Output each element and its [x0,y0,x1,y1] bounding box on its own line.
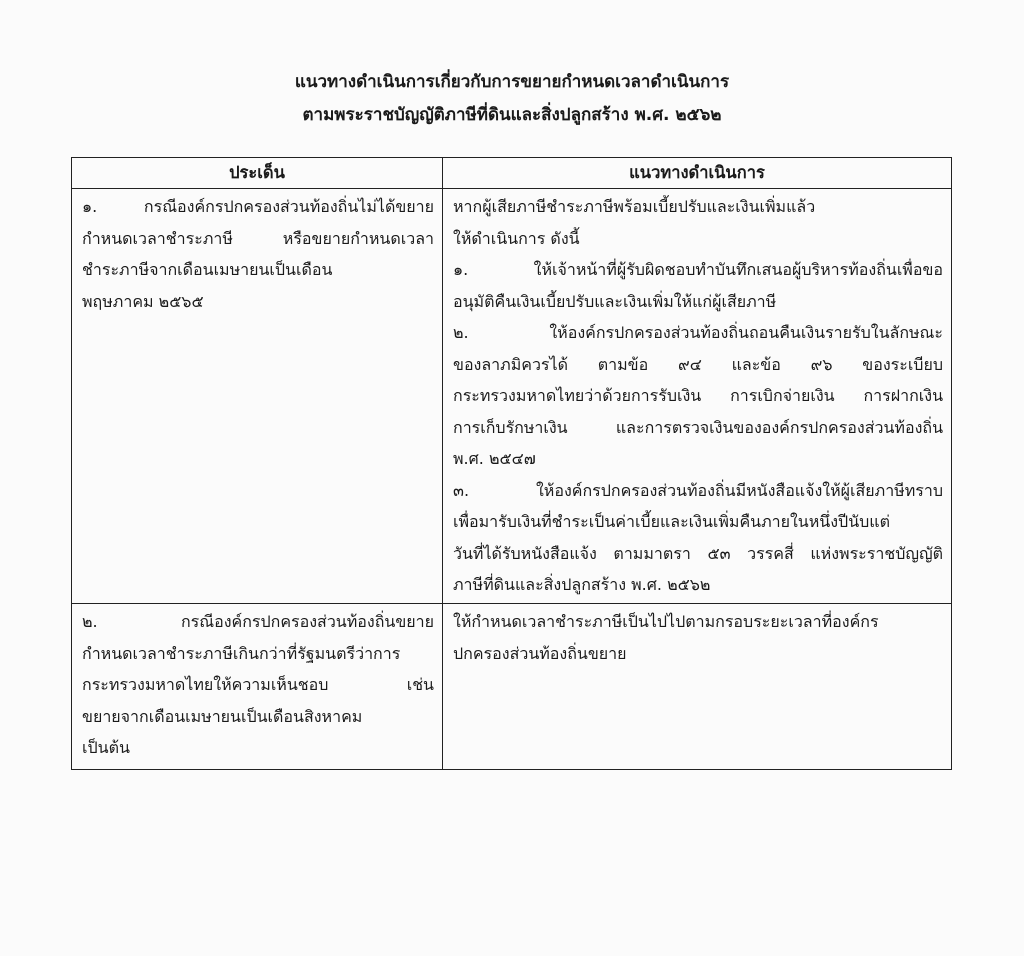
issue-line: ๒. กรณีองค์กรปกครองส่วนท้องถิ่นขยาย [82,612,434,631]
issue-cell [72,189,443,604]
action-line: อนุมัติคืนเงินเบี้ยปรับและเงินเพิ่มให้แก่ผู้เสียภาษี [453,291,777,311]
table-header-row [72,158,952,189]
action-line: วันที่ได้รับหนังสือแจ้ง ตามมาตรา ๕๓ วรรคสี่ แห่งพระราชบัญญัติ [453,543,943,563]
title-line: แนวทางดำเนินการเกี่ยวกับการขยายกำหนดเวลาดำเนินการ [294,72,730,92]
header-action: แนวทางดำเนินการ [443,158,952,189]
document-title [0,66,1024,132]
issue-line: กระทรวงมหาดไทยให้ความเห็นชอบ เช่น [82,675,434,694]
issue-line: ขยายจากเดือนเมษายนเป็นเดือนสิงหาคม [82,706,363,726]
guideline-table [71,157,952,770]
table-row [72,604,952,770]
action-line: ภาษีที่ดินและสิ่งปลูกสร้าง พ.ศ. ๒๕๖๒ [453,575,711,594]
issue-line: เป็นต้น [82,738,130,757]
issue-line: ชำระภาษีจากเดือนเมษายนเป็นเดือน [82,260,333,279]
issue-cell [72,604,443,770]
action-line: เพื่อมารับเงินที่ชำระเป็นค่าเบี้ยและเงินเพิ่มคืนภายในหนึ่งปีนับแต่ [453,512,890,531]
action-line: หากผู้เสียภาษีชำระภาษีพร้อมเบี้ยปรับและเงินเพิ่มแล้ว [453,197,816,216]
action-line: ให้ดำเนินการ ดังนี้ [453,228,580,248]
title-line: ตามพระราชบัญญัติภาษีที่ดินและสิ่งปลูกสร้าง พ.ศ. ๒๕๖๒ [302,105,722,125]
action-line: การเก็บรักษาเงิน และการตรวจเงินขององค์กรปกครองส่วนท้องถิ่น [453,417,943,437]
action-line: กระทรวงมหาดไทยว่าด้วยการรับเงิน การเบิกจ่ายเงิน การฝากเงิน [453,386,943,405]
action-line: ๓. ให้องค์กรปกครองส่วนท้องถิ่นมีหนังสือแจ้งให้ผู้เสียภาษีทราบ [453,480,943,500]
action-line: ๑. ให้เจ้าหน้าที่ผู้รับผิดชอบทำบันทึกเสนอผู้บริหารท้องถิ่นเพื่อขอ [453,260,943,279]
issue-line: ๑. กรณีองค์กรปกครองส่วนท้องถิ่นไม่ได้ขยาย [82,197,434,216]
header-issue: ประเด็น [72,158,443,189]
action-line: ปกครองส่วนท้องถิ่นขยาย [453,643,627,663]
issue-line: พฤษภาคม ๒๕๖๕ [82,291,204,311]
issue-line: กำหนดเวลาชำระภาษี หรือขยายกำหนดเวลา [82,228,434,248]
table-row [72,189,952,604]
action-line: ๒. ให้องค์กรปกครองส่วนท้องถิ่นถอนคืนเงินรายรับในลักษณะ [453,323,943,342]
issue-line: กำหนดเวลาชำระภาษีเกินกว่าที่รัฐมนตรีว่าการ [82,643,401,663]
action-line: ของลาภมิควรได้ ตามข้อ ๙๔ และข้อ ๙๖ ของระเบียบ [453,354,943,374]
action-cell [443,189,952,604]
action-line: ให้กำหนดเวลาชำระภาษีเป็นไปไปตามกรอบระยะเวลาที่องค์กร [453,612,879,631]
action-line: พ.ศ. ๒๕๔๗ [453,449,536,468]
action-cell [443,604,952,770]
